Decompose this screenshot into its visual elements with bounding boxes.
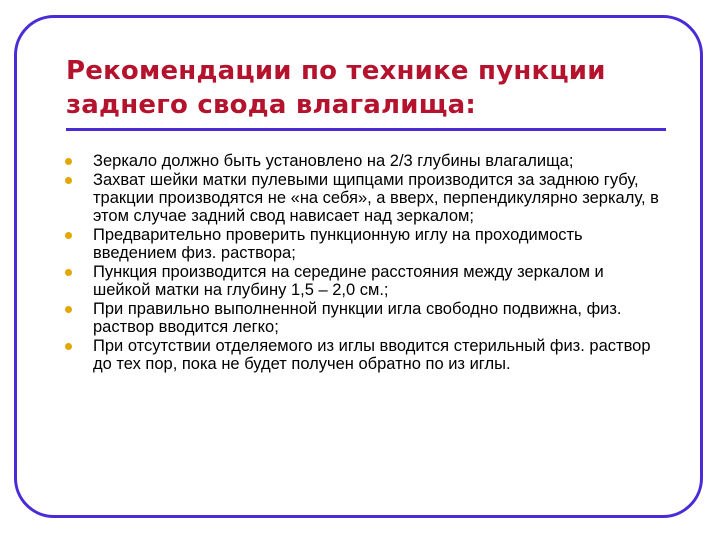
list-item-text: Пункция производится на середине расстояния между зеркалом и шейкой матки на глубину 1,5 – 2,0 см.; [93, 263, 604, 299]
list-item [64, 337, 664, 373]
list-item [64, 300, 664, 336]
slide-title: Рекомендации по технике пункции заднего свода влагалища: [66, 56, 606, 120]
list-item-text: При отсутствии отделяемого из иглы вводится стерильный физ. раствор до тех пор, пока не будет получен обратно по из иглы. [93, 337, 651, 373]
list-item [64, 171, 664, 225]
bullet-list [64, 152, 664, 374]
list-item [64, 263, 664, 299]
title-underline [66, 128, 666, 131]
bullet-icon [65, 343, 72, 350]
bullet-icon [65, 306, 72, 313]
list-item-text: Зеркало должно быть установлено на 2/3 глубины влагалища; [93, 152, 574, 170]
bullet-icon [65, 158, 72, 165]
bullet-icon [65, 177, 72, 184]
list-item-text: Захват шейки матки пулевыми щипцами производится за заднюю губу, тракции производятся не «на себя», а вверх, перпендикулярно зеркалу, в этом случае задний свод нависает над зеркалом; [93, 171, 659, 225]
bullet-icon [65, 232, 72, 239]
list-item [64, 226, 664, 262]
list-item-text: Предварительно проверить пункционную иглу на проходимость введением физ. раствора; [93, 226, 583, 262]
list-item-text: При правильно выполненной пункции игла свободно подвижна, физ. раствор вводится легко; [93, 300, 622, 336]
bullet-icon [65, 269, 72, 276]
list-item [64, 152, 664, 170]
